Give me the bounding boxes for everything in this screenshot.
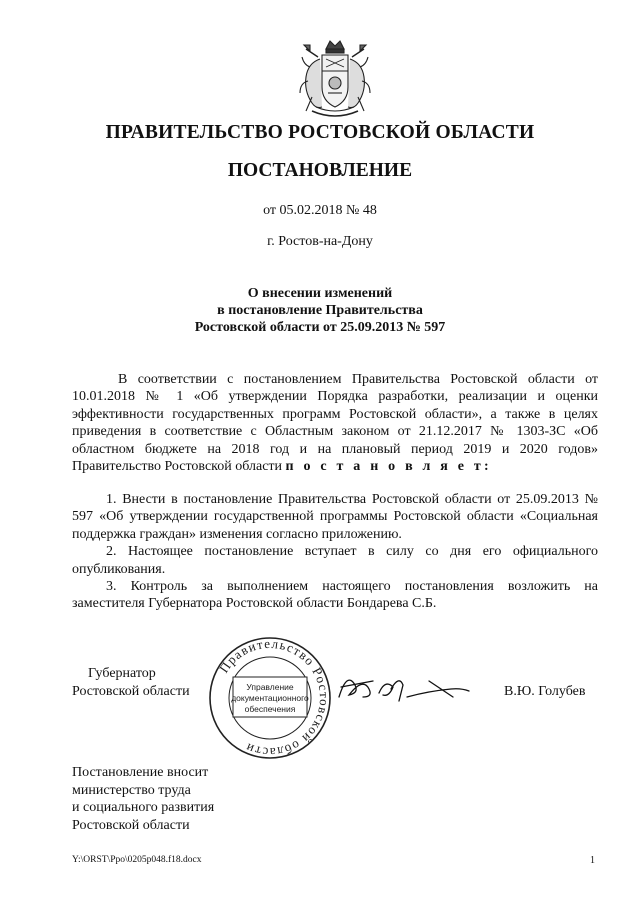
submitter-line: Ростовской области bbox=[72, 817, 190, 833]
resolution-items bbox=[72, 491, 598, 613]
stamp-inner-line: обеспечения bbox=[244, 704, 296, 714]
document-type: ПОСТАНОВЛЕНИЕ bbox=[227, 160, 413, 181]
subject-line: Ростовской области от 25.09.2013 № 597 bbox=[194, 320, 446, 335]
footer-file-path: Y:\ORST\Ppo\0205p048.f18.docx bbox=[72, 855, 202, 865]
handwritten-signature bbox=[333, 667, 473, 709]
resolves-word: п о с т а н о в л я е т: bbox=[285, 459, 492, 475]
stamp-inner-line: документационного bbox=[231, 693, 309, 703]
resolution-item: 2. Настоящее постановление вступает в силу со дня его официального опубликования. bbox=[72, 544, 598, 577]
submitter-line: Постановление вносит bbox=[72, 765, 209, 780]
submitter-line: министерство труда bbox=[72, 782, 191, 798]
submitter-block bbox=[72, 764, 232, 834]
subject-line: в постановление Правительства bbox=[217, 303, 423, 318]
subject-line: О внесении изменений bbox=[247, 286, 393, 301]
signatory-name: В.Ю. Голубев bbox=[504, 684, 586, 699]
document-city: г. Ростов-на-Дону bbox=[267, 234, 373, 249]
stamp-outer-text: Правительство Ростовской области bbox=[216, 635, 333, 761]
coat-of-arms-emblem bbox=[296, 37, 374, 119]
preamble bbox=[72, 371, 598, 475]
document-subject bbox=[0, 285, 640, 336]
resolution-item: 1. Внести в постановление Правительства Ростовской области от 25.09.2013 № 597 «Об утверждении государственной программы Ростовской области «Социальная поддержка граждан» изменения согласно приложению. bbox=[72, 492, 598, 542]
document-date-number: от 05.02.2018 № 48 bbox=[263, 203, 377, 218]
organization-title: ПРАВИТЕЛЬСТВО РОСТОВСКОЙ ОБЛАСТИ bbox=[105, 122, 535, 143]
official-stamp bbox=[207, 635, 333, 761]
page-number: 1 bbox=[590, 855, 595, 866]
signatory-title: Губернатор bbox=[88, 666, 156, 681]
signatory-region: Ростовской области bbox=[72, 684, 190, 699]
submitter-line: и социального развития bbox=[72, 800, 215, 815]
preamble-text: В соответствии с постановлением Правительства Ростовской области от 10.01.2018 № 1 «Об утверждении Порядка разработки, реализации и оценки эффективности государственных программ Ростовской области», а также в целях приведения в соответствие с Областным законом от 21.12.2017 № 1303-ЗС «Об областном бюджете на 2018 год и на плановый период 2019 и 2020 годов» Правительство Ростовской области bbox=[72, 372, 598, 475]
stamp-inner-line: Управление bbox=[246, 682, 294, 692]
resolution-item: 3. Контроль за выполнением настоящего постановления возложить на заместителя Губернатора Ростовской области Бондарева С.Б. bbox=[72, 579, 598, 612]
